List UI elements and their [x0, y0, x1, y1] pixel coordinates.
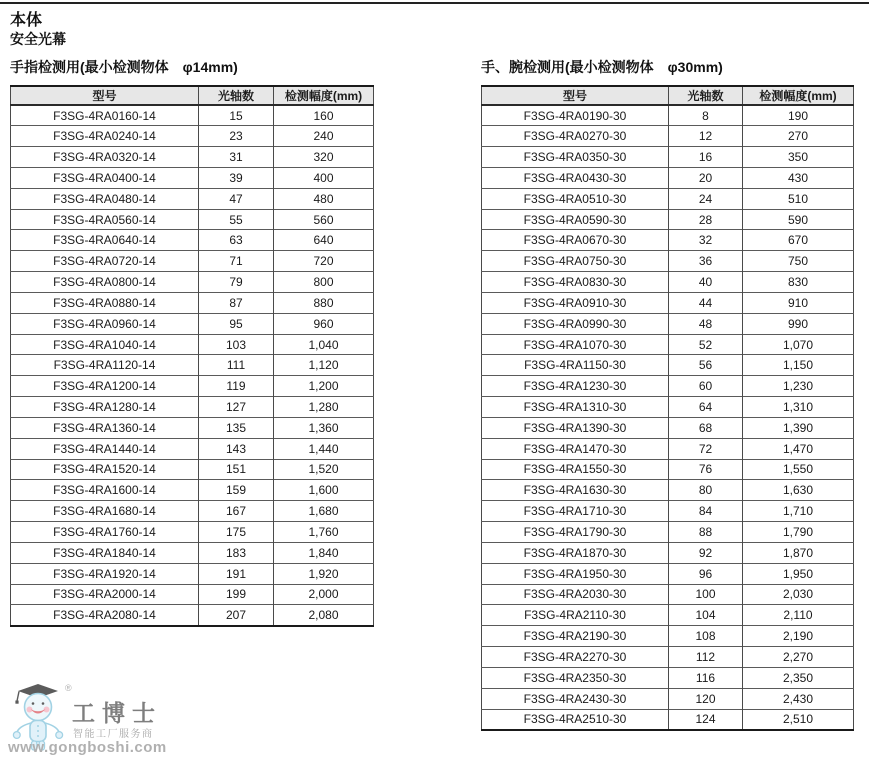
axes-cell: 95: [199, 313, 274, 334]
width-cell: 830: [743, 272, 854, 293]
width-cell: 2,270: [743, 647, 854, 668]
model-cell: F3SG-4RA0350-30: [482, 147, 669, 168]
table-row: [11, 438, 374, 459]
width-cell: 2,000: [274, 584, 374, 605]
table-row: [11, 313, 374, 334]
model-cell: F3SG-4RA0960-14: [11, 313, 199, 334]
width-cell: 1,470: [743, 438, 854, 459]
axes-cell: 116: [669, 667, 743, 688]
table-row: [482, 417, 854, 438]
table-row: [482, 438, 854, 459]
model-cell: F3SG-4RA0270-30: [482, 126, 669, 147]
axes-cell: 52: [669, 334, 743, 355]
model-cell: F3SG-4RA1360-14: [11, 417, 199, 438]
axes-cell: 23: [199, 126, 274, 147]
axes-cell: 88: [669, 522, 743, 543]
width-cell: 1,600: [274, 480, 374, 501]
width-cell: 1,440: [274, 438, 374, 459]
axes-cell: 60: [669, 376, 743, 397]
width-cell: 2,030: [743, 584, 854, 605]
table-row: [11, 355, 374, 376]
axes-cell: 44: [669, 292, 743, 313]
model-cell: F3SG-4RA0430-30: [482, 167, 669, 188]
model-cell: F3SG-4RA2030-30: [482, 584, 669, 605]
table-row: [11, 167, 374, 188]
finger-detection-table: [10, 85, 374, 627]
model-cell: F3SG-4RA1230-30: [482, 376, 669, 397]
table-row: [482, 480, 854, 501]
table-row: [482, 105, 854, 126]
width-cell: 880: [274, 292, 374, 313]
table-row: [482, 334, 854, 355]
width-cell: 2,510: [743, 709, 854, 730]
table-row: [11, 584, 374, 605]
width-cell: 750: [743, 251, 854, 272]
model-cell: F3SG-4RA1520-14: [11, 459, 199, 480]
width-cell: 1,040: [274, 334, 374, 355]
axes-column-header: 光轴数: [669, 86, 743, 105]
model-cell: F3SG-4RA0750-30: [482, 251, 669, 272]
axes-cell: 124: [669, 709, 743, 730]
axes-cell: 48: [669, 313, 743, 334]
table-row: [482, 292, 854, 313]
width-cell: 430: [743, 167, 854, 188]
table-row: [482, 209, 854, 230]
axes-cell: 63: [199, 230, 274, 251]
model-column-header: 型号: [11, 86, 199, 105]
axes-cell: 119: [199, 376, 274, 397]
table-row: [482, 584, 854, 605]
axes-cell: 100: [669, 584, 743, 605]
axes-cell: 80: [669, 480, 743, 501]
axes-cell: 8: [669, 105, 743, 126]
model-cell: F3SG-4RA2000-14: [11, 584, 199, 605]
width-cell: 350: [743, 147, 854, 168]
table-row: [482, 376, 854, 397]
model-cell: F3SG-4RA2080-14: [11, 605, 199, 626]
axes-cell: 120: [669, 688, 743, 709]
width-cell: 2,110: [743, 605, 854, 626]
model-cell: F3SG-4RA0160-14: [11, 105, 199, 126]
axes-cell: 15: [199, 105, 274, 126]
table-row: [482, 688, 854, 709]
width-cell: 720: [274, 251, 374, 272]
table-row: [11, 334, 374, 355]
width-cell: 560: [274, 209, 374, 230]
table-row: [482, 230, 854, 251]
model-cell: F3SG-4RA2350-30: [482, 667, 669, 688]
model-cell: F3SG-4RA1870-30: [482, 542, 669, 563]
model-cell: F3SG-4RA1680-14: [11, 501, 199, 522]
model-cell: F3SG-4RA1040-14: [11, 334, 199, 355]
width-cell: 1,710: [743, 501, 854, 522]
model-cell: F3SG-4RA1790-30: [482, 522, 669, 543]
axes-cell: 28: [669, 209, 743, 230]
width-cell: 270: [743, 126, 854, 147]
axes-cell: 20: [669, 167, 743, 188]
model-cell: F3SG-4RA1600-14: [11, 480, 199, 501]
model-cell: F3SG-4RA1440-14: [11, 438, 199, 459]
width-cell: 1,200: [274, 376, 374, 397]
model-cell: F3SG-4RA0480-14: [11, 188, 199, 209]
table-row: [482, 542, 854, 563]
width-column-header: 检测幅度(mm): [743, 86, 854, 105]
table-row: [11, 542, 374, 563]
axes-cell: 103: [199, 334, 274, 355]
axes-cell: 112: [669, 647, 743, 668]
axes-cell: 12: [669, 126, 743, 147]
axes-cell: 135: [199, 417, 274, 438]
table-row: [482, 313, 854, 334]
axes-cell: 167: [199, 501, 274, 522]
width-cell: 910: [743, 292, 854, 313]
axes-cell: 76: [669, 459, 743, 480]
axes-cell: 127: [199, 397, 274, 418]
model-cell: F3SG-4RA1070-30: [482, 334, 669, 355]
model-cell: F3SG-4RA1630-30: [482, 480, 669, 501]
model-cell: F3SG-4RA0800-14: [11, 272, 199, 293]
model-cell: F3SG-4RA1310-30: [482, 397, 669, 418]
width-cell: 1,120: [274, 355, 374, 376]
width-cell: 2,430: [743, 688, 854, 709]
table-row: [482, 647, 854, 668]
table-row: [482, 126, 854, 147]
axes-cell: 175: [199, 522, 274, 543]
axes-cell: 92: [669, 542, 743, 563]
width-cell: 670: [743, 230, 854, 251]
width-cell: 640: [274, 230, 374, 251]
width-cell: 1,310: [743, 397, 854, 418]
model-cell: F3SG-4RA1200-14: [11, 376, 199, 397]
model-cell: F3SG-4RA1840-14: [11, 542, 199, 563]
table-row: [482, 272, 854, 293]
hand-wrist-detection-section: [481, 57, 853, 731]
width-cell: 960: [274, 313, 374, 334]
axes-cell: 39: [199, 167, 274, 188]
width-cell: 1,360: [274, 417, 374, 438]
table-row: [482, 605, 854, 626]
table-row: [482, 188, 854, 209]
model-cell: F3SG-4RA1920-14: [11, 563, 199, 584]
axes-cell: 111: [199, 355, 274, 376]
table-row: [11, 397, 374, 418]
axes-cell: 84: [669, 501, 743, 522]
axes-cell: 40: [669, 272, 743, 293]
table-row: [11, 480, 374, 501]
model-cell: F3SG-4RA1760-14: [11, 522, 199, 543]
axes-cell: 55: [199, 209, 274, 230]
width-cell: 190: [743, 105, 854, 126]
top-rule: [0, 2, 869, 4]
model-cell: F3SG-4RA0190-30: [482, 105, 669, 126]
axes-cell: 183: [199, 542, 274, 563]
width-cell: 240: [274, 126, 374, 147]
model-cell: F3SG-4RA0320-14: [11, 147, 199, 168]
axes-cell: 24: [669, 188, 743, 209]
width-cell: 1,870: [743, 542, 854, 563]
finger-detection-section: [10, 57, 373, 627]
table-row: [11, 105, 374, 126]
table-row: [482, 167, 854, 188]
model-cell: F3SG-4RA0670-30: [482, 230, 669, 251]
width-cell: 1,920: [274, 563, 374, 584]
table-row: [11, 209, 374, 230]
axes-cell: 104: [669, 605, 743, 626]
model-cell: F3SG-4RA2430-30: [482, 688, 669, 709]
width-cell: 800: [274, 272, 374, 293]
table-row: [11, 147, 374, 168]
table-row: [11, 272, 374, 293]
table-row: [11, 563, 374, 584]
hand-wrist-detection-table: [481, 85, 854, 731]
axes-cell: 207: [199, 605, 274, 626]
model-cell: F3SG-4RA1710-30: [482, 501, 669, 522]
model-cell: F3SG-4RA0830-30: [482, 272, 669, 293]
width-cell: 480: [274, 188, 374, 209]
axes-cell: 36: [669, 251, 743, 272]
table-row: [11, 605, 374, 626]
width-cell: 1,280: [274, 397, 374, 418]
model-column-header: 型号: [482, 86, 669, 105]
width-cell: 1,390: [743, 417, 854, 438]
width-cell: 1,840: [274, 542, 374, 563]
table-row: [11, 188, 374, 209]
table-row: [11, 292, 374, 313]
axes-cell: 32: [669, 230, 743, 251]
header-row: [11, 86, 374, 105]
header-row: [482, 86, 854, 105]
model-cell: F3SG-4RA1280-14: [11, 397, 199, 418]
axes-cell: 151: [199, 459, 274, 480]
table-row: [11, 501, 374, 522]
registered-trademark-icon: ®: [65, 683, 72, 693]
width-cell: 160: [274, 105, 374, 126]
model-cell: F3SG-4RA1390-30: [482, 417, 669, 438]
table-row: [482, 626, 854, 647]
model-cell: F3SG-4RA0990-30: [482, 313, 669, 334]
width-cell: 320: [274, 147, 374, 168]
width-cell: 1,680: [274, 501, 374, 522]
width-cell: 1,150: [743, 355, 854, 376]
axes-cell: 96: [669, 563, 743, 584]
table-row: [482, 355, 854, 376]
axes-cell: 108: [669, 626, 743, 647]
axes-cell: 159: [199, 480, 274, 501]
axes-cell: 64: [669, 397, 743, 418]
axes-cell: 68: [669, 417, 743, 438]
width-column-header: 检测幅度(mm): [274, 86, 374, 105]
width-cell: 1,520: [274, 459, 374, 480]
gongboshi-watermark: [8, 679, 188, 761]
model-cell: F3SG-4RA1120-14: [11, 355, 199, 376]
width-cell: 400: [274, 167, 374, 188]
model-cell: F3SG-4RA2510-30: [482, 709, 669, 730]
axes-cell: 16: [669, 147, 743, 168]
axes-cell: 191: [199, 563, 274, 584]
model-cell: F3SG-4RA0560-14: [11, 209, 199, 230]
finger-table-title: 手指检测用(最小检测物体 φ14mm): [10, 59, 238, 75]
width-cell: 510: [743, 188, 854, 209]
table-row: [482, 709, 854, 730]
width-cell: 1,950: [743, 563, 854, 584]
table-row: [482, 563, 854, 584]
model-cell: F3SG-4RA0640-14: [11, 230, 199, 251]
table-row: [482, 522, 854, 543]
model-cell: F3SG-4RA0910-30: [482, 292, 669, 313]
table-row: [11, 376, 374, 397]
model-cell: F3SG-4RA0880-14: [11, 292, 199, 313]
axes-cell: 72: [669, 438, 743, 459]
width-cell: 590: [743, 209, 854, 230]
width-cell: 2,190: [743, 626, 854, 647]
table-row: [11, 251, 374, 272]
width-cell: 1,630: [743, 480, 854, 501]
width-cell: 2,350: [743, 667, 854, 688]
axes-column-header: 光轴数: [199, 86, 274, 105]
page-title: 本体: [10, 12, 43, 29]
width-cell: 1,230: [743, 376, 854, 397]
hand-wrist-table-title: 手、腕检测用(最小检测物体 φ30mm): [481, 59, 723, 75]
width-cell: 1,070: [743, 334, 854, 355]
model-cell: F3SG-4RA0400-14: [11, 167, 199, 188]
table-row: [482, 147, 854, 168]
axes-cell: 31: [199, 147, 274, 168]
model-cell: F3SG-4RA1470-30: [482, 438, 669, 459]
table-row: [11, 522, 374, 543]
page-subtitle: 安全光幕: [10, 31, 66, 47]
table-row: [482, 667, 854, 688]
width-cell: 1,550: [743, 459, 854, 480]
table-row: [482, 459, 854, 480]
table-row: [482, 501, 854, 522]
width-cell: 1,790: [743, 522, 854, 543]
axes-cell: 47: [199, 188, 274, 209]
axes-cell: 56: [669, 355, 743, 376]
model-cell: F3SG-4RA0510-30: [482, 188, 669, 209]
axes-cell: 199: [199, 584, 274, 605]
model-cell: F3SG-4RA0590-30: [482, 209, 669, 230]
model-cell: F3SG-4RA1150-30: [482, 355, 669, 376]
watermark-tagline: 智能工厂服务商: [73, 729, 154, 740]
table-row: [482, 397, 854, 418]
table-row: [11, 230, 374, 251]
width-cell: 2,080: [274, 605, 374, 626]
watermark-url: www.gongboshi.com: [8, 739, 167, 756]
width-cell: 990: [743, 313, 854, 334]
table-row: [11, 417, 374, 438]
model-cell: F3SG-4RA0240-14: [11, 126, 199, 147]
model-cell: F3SG-4RA2270-30: [482, 647, 669, 668]
table-row: [11, 459, 374, 480]
table-row: [11, 126, 374, 147]
model-cell: F3SG-4RA1550-30: [482, 459, 669, 480]
width-cell: 1,760: [274, 522, 374, 543]
model-cell: F3SG-4RA0720-14: [11, 251, 199, 272]
axes-cell: 79: [199, 272, 274, 293]
axes-cell: 143: [199, 438, 274, 459]
model-cell: F3SG-4RA2190-30: [482, 626, 669, 647]
table-row: [482, 251, 854, 272]
model-cell: F3SG-4RA2110-30: [482, 605, 669, 626]
model-cell: F3SG-4RA1950-30: [482, 563, 669, 584]
watermark-brand: 工博士: [72, 700, 162, 727]
axes-cell: 71: [199, 251, 274, 272]
axes-cell: 87: [199, 292, 274, 313]
